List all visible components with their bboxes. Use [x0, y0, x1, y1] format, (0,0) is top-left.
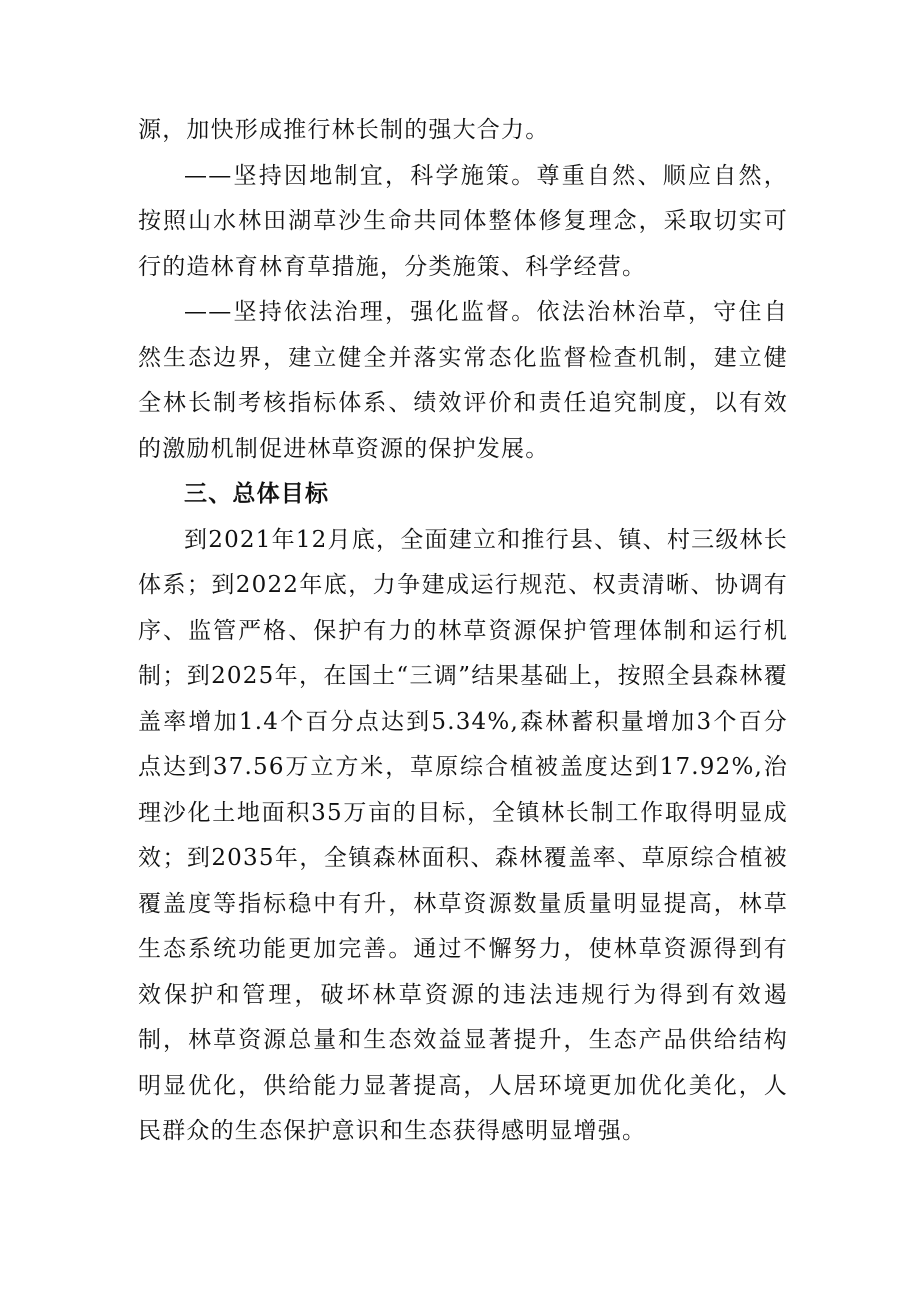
document-body — [138, 108, 788, 1155]
paragraph-continuation: 源，加快形成推行林长制的强大合力。 — [138, 117, 550, 143]
section-heading-overall-goals: 三、总体目标 — [184, 481, 330, 507]
paragraph-overall-goals: 到2021年12月底，全面建立和推行县、镇、村三级林长体系；到2022年底，力争建成运行规范、权责清晰、协调有序、监管严格、保护有力的林草资源保护管理体制和运行机制；到2025年，在国土“三调”结果基础上，按照全县森林覆盖率增加1.4个百分点达到5.34%,森林蓄积量增加3个百分点达到37.56万立方米，草原综合植被盖度达到17.92%,治理沙化土地面积35万亩的目标，全镇林长制工作取得明显成效；到2035年，全镇森林面积、森林覆盖率、草原综合植被覆盖度等指标稳中有升，林草资源数量质量明显提高，林草生态系统功能更加完善。通过不懈努力，使林草资源得到有效保护和管理，破坏林草资源的违法违规行为得到有效遏制，林草资源总量和生态效益显著提升，生态产品供给结构明显优化，供给能力显著提高，人居环境更加优化美化，人民群众的生态保护意识和生态获得感明显增强。 — [138, 526, 788, 1144]
paragraph-principle-rule-of-law: ——坚持依法治理，强化监督。依法治林治草，守住自然生态边界，建立健全并落实常态化监督检查机制，建立健全林长制考核指标体系、绩效评价和责任追究制度，以有效的激励机制促进林草资源的保护发展。 — [138, 299, 788, 462]
paragraph-principle-local-conditions: ——坚持因地制宜，科学施策。尊重自然、顺应自然，按照山水林田湖草沙生命共同体整体修复理念，采取切实可行的造林育林育草措施，分类施策、科学经营。 — [138, 162, 788, 280]
